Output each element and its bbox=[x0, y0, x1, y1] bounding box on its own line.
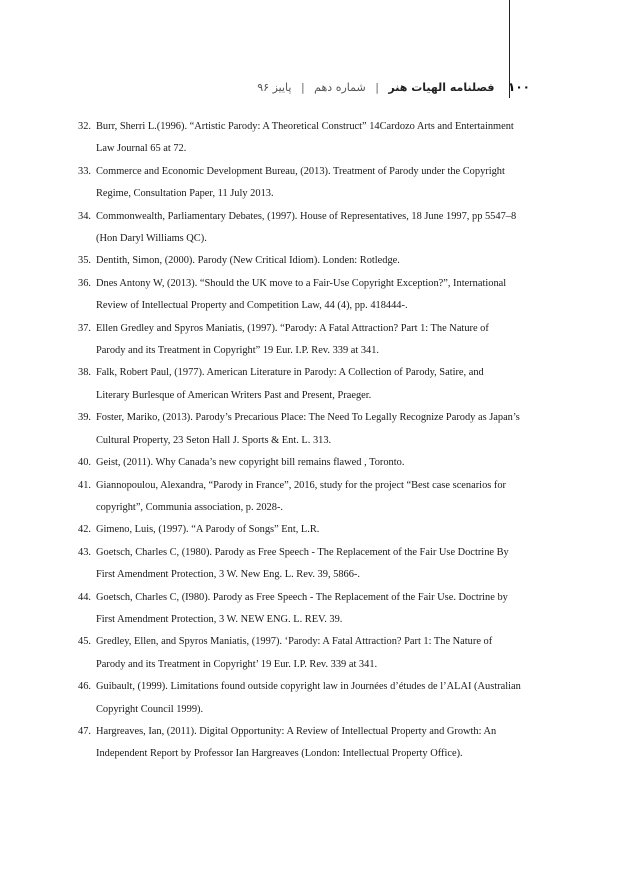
reference-line-1: Dnes Antony W, (2013). “Should the UK move to a Fair-Use Copyright Exception?”, International bbox=[96, 277, 507, 289]
reference-entry bbox=[78, 318, 530, 363]
reference-line-2: copyright”, Communia association, p. 2028-. bbox=[96, 501, 284, 513]
reference-line-1: Falk, Robert Paul, (1977). American Literature in Parody: A Collection of Parody, Satire, and bbox=[96, 367, 484, 379]
reference-entry bbox=[78, 250, 530, 272]
reference-number: 47. bbox=[78, 725, 91, 737]
reference-number: 45. bbox=[78, 636, 91, 648]
reference-number: 35. bbox=[78, 255, 91, 267]
reference-entry bbox=[78, 273, 530, 318]
page-number: ١٠٠ bbox=[508, 80, 530, 94]
reference-entry bbox=[78, 206, 530, 251]
reference-line-2: Cultural Property, 23 Seton Hall J. Sports & Ent. L. 313. bbox=[96, 434, 332, 446]
reference-entry bbox=[78, 542, 530, 587]
reference-number: 42. bbox=[78, 524, 91, 536]
reference-number: 40. bbox=[78, 457, 91, 469]
reference-number: 46. bbox=[78, 681, 91, 693]
journal-title: فصلنامه الهیات هنر bbox=[388, 81, 495, 94]
reference-line-2: Literary Burlesque of American Writers Past and Present, Praeger. bbox=[96, 389, 372, 401]
reference-line-2: Parody and its Treatment in Copyright’ 19 Eur. I.P. Rev. 339 at 341. bbox=[96, 658, 378, 670]
reference-line-1: Burr, Sherri L.(1996). “Artistic Parody: A Theoretical Construct” 14Cardozo Arts and Entertainment bbox=[96, 121, 514, 132]
reference-line-1: Commerce and Economic Development Bureau, (2013). Treatment of Parody under the Copyright bbox=[96, 165, 505, 177]
reference-line-2: Independent Report by Professor Ian Hargreaves (London: Intellectual Property Office). bbox=[96, 748, 463, 760]
reference-line-1: Hargreaves, Ian, (2011). Digital Opportunity: A Review of Intellectual Property and Growth: An bbox=[96, 725, 497, 737]
reference-line-1: Dentith, Simon, (2000). Parody (New Critical Idiom). Londen: Rotledge. bbox=[96, 255, 400, 267]
reference-line-1: Foster, Mariko, (2013). Parody’s Precarious Place: The Need To Legally Recognize Parody as Japan’s bbox=[96, 412, 520, 424]
reference-line-1: Goetsch, Charles C, (I980). Parody as Free Speech - The Replacement of the Fair Use. Doctrine by bbox=[96, 591, 508, 603]
reference-entry bbox=[78, 721, 530, 766]
reference-line-1: Giannopoulou, Alexandra, “Parody in France”, 2016, study for the project “Best case scenarios for bbox=[96, 479, 507, 491]
reference-entry bbox=[78, 519, 530, 541]
reference-entry bbox=[78, 587, 530, 632]
reference-number: 38. bbox=[78, 367, 91, 379]
running-header bbox=[257, 80, 530, 100]
reference-line-1: Geist, (2011). Why Canada’s new copyright bill remains flawed , Toronto. bbox=[96, 457, 405, 469]
reference-line-1: Ellen Gredley and Spyros Maniatis, (1997). “Parody: A Fatal Attraction? Part 1: The Nature of bbox=[96, 322, 489, 334]
reference-number: 41. bbox=[78, 479, 91, 491]
issue-label: شماره دهم bbox=[314, 81, 366, 94]
reference-line-1: Guibault, (1999). Limitations found outside copyright law in Journées d’études de l’ALAI (Australian bbox=[96, 681, 521, 693]
reference-line-1: Goetsch, Charles C, (1980). Parody as Free Speech - The Replacement of the Fair Use Doctrine By bbox=[96, 546, 509, 558]
header-separator: | bbox=[300, 81, 305, 94]
reference-line-2: First Amendment Protection, 3 W. NEW ENG. L. REV. 39. bbox=[96, 613, 343, 625]
reference-line-2: Copyright Council 1999). bbox=[96, 703, 204, 715]
reference-entry bbox=[78, 161, 530, 206]
reference-line-2: (Hon Daryl Williams QC). bbox=[96, 233, 207, 245]
reference-entry bbox=[78, 362, 530, 407]
reference-line-2: Regime, Consultation Paper, 11 July 2013. bbox=[96, 188, 274, 200]
reference-entry bbox=[78, 116, 530, 161]
reference-entry bbox=[78, 475, 530, 520]
reference-list bbox=[78, 116, 530, 766]
reference-number: 36. bbox=[78, 277, 91, 289]
reference-line-1: Gimeno, Luis, (1997). “A Parody of Songs” Ent, L.R. bbox=[96, 524, 320, 536]
reference-line-1: Commonwealth, Parliamentary Debates, (1997). House of Representatives, 18 June 1997, pp 5547–8 bbox=[96, 210, 517, 222]
reference-number: 33. bbox=[78, 165, 91, 177]
reference-entry bbox=[78, 452, 530, 474]
reference-number: 39. bbox=[78, 412, 91, 424]
reference-number: 34. bbox=[78, 210, 91, 222]
reference-number: 32. bbox=[78, 121, 91, 132]
season-label: پاییز ۹۶ bbox=[257, 81, 292, 94]
reference-number: 43. bbox=[78, 546, 91, 558]
reference-entry bbox=[78, 407, 530, 452]
reference-line-2: Parody and its Treatment in Copyright” 19 Eur. I.P. Rev. 339 at 341. bbox=[96, 345, 380, 357]
reference-number: 44. bbox=[78, 591, 91, 603]
reference-line-2: Law Journal 65 at 72. bbox=[96, 143, 187, 155]
reference-line-1: Gredley, Ellen, and Spyros Maniatis, (1997). ‘Parody: A Fatal Attraction? Part 1: The Nature of bbox=[96, 636, 493, 648]
reference-number: 37. bbox=[78, 322, 91, 334]
reference-line-2: Review of Intellectual Property and Competition Law, 44 (4), pp. 418444-. bbox=[96, 300, 408, 312]
reference-entry bbox=[78, 676, 530, 721]
reference-entry bbox=[78, 631, 530, 676]
header-separator: | bbox=[375, 81, 379, 94]
reference-line-2: First Amendment Protection, 3 W. New Eng. L. Rev. 39, 5866-. bbox=[96, 569, 360, 581]
